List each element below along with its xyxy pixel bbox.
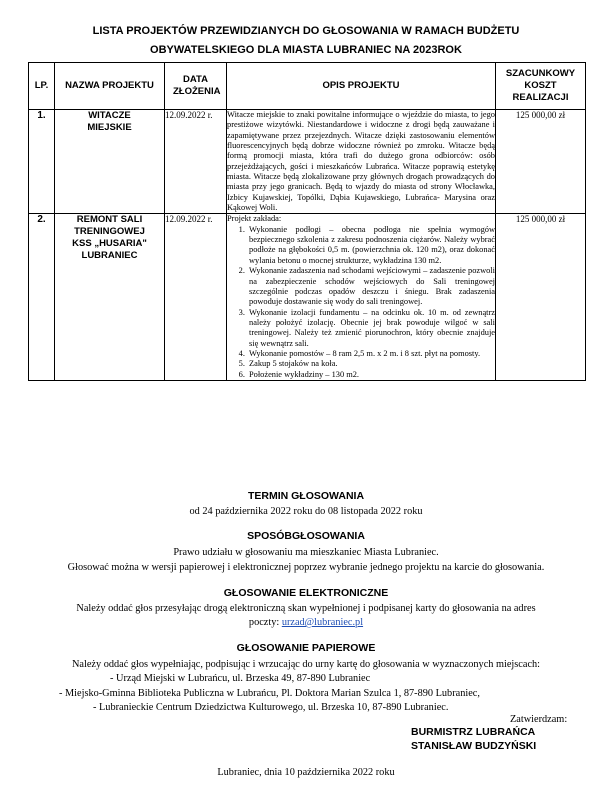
voting-place-item: - Urząd Miejski w Lubrańcu, ul. Brzeska 49, 87-890 Lubraniec	[110, 673, 371, 684]
electronic-voting-line1: Należy oddać głos przesyłając drogą elektroniczną skan wypełnionej i podpisanej karty do głosowania na adres	[76, 603, 536, 614]
document-title-line1: LISTA PROJEKTÓW PRZEWIDZIANYCH DO GŁOSOWANIA W RAMACH BUDŻETU	[92, 25, 520, 37]
project-description: Witacze miejskie to znaki powitalne informujące o wjeździe do miasta, to jego prestiżowe wizytówki. Niestandardowe i widoczne z drogi będą zauważane i zapamiętywane przez przejezdnych. Witacze dzięki zastosowaniu elementów fluorescencyjnych będą dobrze widoczne również po zmroku. Witacze będą formą promocji miasta, która trafi do dużego grona odbiorców: osób przejeżdżających, gości i mieszkańców Lubrańca. Witacze poprawią estetykę miasta. Witacze będą zlokalizowane przy głównych drogach prowadzących do miasta przy jego granicach. Będą to wjazdy do miasta od strony Włocławka, Izbicy Kujawskiej, Topólki, Dąbia Kujawskiego, Lubrańca- Marysina oraz Kąkowej Woli.	[227, 110, 495, 213]
table-row	[29, 110, 586, 214]
column-header-date: DATA ZŁOŻENIA	[165, 63, 227, 110]
project-name: WITACZE MIEJSKIE	[55, 110, 165, 214]
task-item: 6. Położenie wykładziny – 130 m2.	[247, 370, 495, 380]
table-row	[29, 214, 586, 381]
signer-name: STANISŁAW BUDZYŃSKI	[411, 740, 537, 752]
signer-title: BURMISTRZ LUBRAŃCA	[411, 726, 536, 738]
description-intro: Projekt zakłada:	[227, 214, 282, 224]
voting-method-heading: SPOSÓBGŁOSOWANIA	[247, 530, 365, 542]
voting-method-line1: Prawo udziału w głosowaniu ma mieszkaniec Miasta Lubraniec.	[173, 547, 439, 558]
row-lp: 2.	[29, 214, 55, 381]
project-description	[227, 214, 496, 381]
task-item: 2. Wykonanie zadaszenia nad schodami wejściowymi – zadaszenie pozwoli na zabezpieczenie schodów wejściowych do Sali treningowej szczególnie podczas opadów deszczu i śniegu. Brak zadaszenia powoduje dostawanie się wody do sali treningowej.	[247, 266, 495, 307]
electronic-voting-line2	[0, 615, 612, 630]
column-header-lp: LP.	[29, 63, 55, 110]
task-list	[227, 225, 495, 380]
electronic-voting-heading: GŁOSOWANIE ELEKTRONICZNE	[223, 587, 389, 599]
column-header-description: OPIS PROJEKTU	[227, 63, 496, 110]
task-item: 3. Wykonanie izolacji fundamentu – na odcinku ok. 10 m. od zewnątrz należy położyć izolację. Obecnie jej brak powoduje wilgoć w sali treningowej. Należy też zmienić piorunochron, który obecnie znajduje się wewnątrz sali.	[247, 308, 495, 349]
submission-date: 12.09.2022 r.	[165, 214, 227, 381]
document-title-line2: OBYWATELSKIEGO DLA MIASTA LUBRANIEC NA 2023ROK	[150, 44, 462, 56]
voting-term-text: od 24 października 2022 roku do 08 listopada 2022 roku	[189, 506, 423, 517]
task-item: 4. Wykonanie pomostów – 8 ram 2,5 m. x 2 m. i 8 szt. płyt na pomosty.	[247, 349, 495, 359]
project-name: REMONT SALI TRENINGOWEJ KSS „HUSARIA" LUBRANIEC	[55, 214, 165, 381]
paper-voting-line1: Należy oddać głos wypełniając, podpisując i wrzucając do urny kartę do głosowania w wyznaczonych miejscach:	[71, 659, 541, 670]
estimated-cost: 125 000,00 zł	[496, 214, 586, 381]
row-lp: 1.	[29, 110, 55, 214]
voting-term-heading: TERMIN GŁOSOWANIA	[247, 490, 365, 502]
submission-date: 12.09.2022 r.	[165, 110, 227, 214]
task-item: 1. Wykonanie podłogi – obecna podłoga nie spełnia wymogów bezpiecznego szkolenia z zakresu podnoszenia ciężarów. Należy wybrać podłoże na głębokości 0,5 m. (powierzchnia ok. 120 m2), oraz dokonać wylania betonu o mocnej strukturze, wykładzina 130 m2.	[247, 225, 495, 266]
projects-table	[28, 62, 586, 381]
column-header-cost: SZACUNKOWY KOSZT REALIZACJI	[496, 63, 586, 110]
email-prefix: poczty:	[248, 617, 282, 628]
voting-method-line2: Głosować można w wersji papierowej i elektronicznej poprzez wybranie jednego projektu na karcie do głosowania.	[67, 562, 545, 573]
email-link[interactable]: urzad@lubraniec.pl	[281, 617, 364, 628]
table-header-row	[29, 63, 586, 110]
task-item: 5. Zakup 5 stojaków na koła.	[247, 359, 495, 369]
paper-voting-heading: GŁOSOWANIE PAPIEROWE	[236, 642, 376, 654]
approval-label: Zatwierdzam:	[510, 714, 568, 725]
voting-place-item: - Lubranieckie Centrum Dziedzictwa Kulturowego, ul. Brzeska 10, 87-890 Lubraniec.	[93, 702, 449, 713]
place-and-date: Lubraniec, dnia 10 października 2022 roku	[217, 767, 395, 778]
estimated-cost: 125 000,00 zł	[496, 110, 586, 214]
voting-place-item: - Miejsko-Gminna Biblioteka Publiczna w Lubrańcu, Pl. Doktora Marian Szulca 1, 87-890 Lubraniec,	[59, 688, 480, 699]
column-header-name: NAZWA PROJEKTU	[55, 63, 165, 110]
